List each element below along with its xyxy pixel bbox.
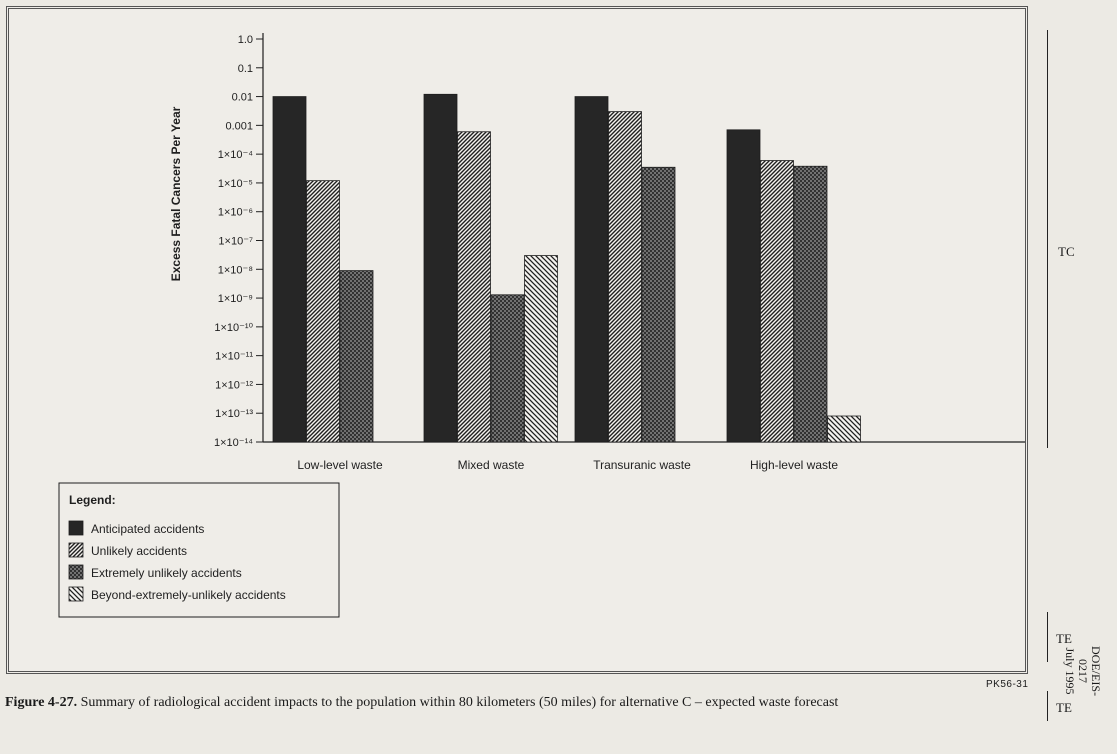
bar	[307, 181, 340, 442]
legend-label: Anticipated accidents	[91, 522, 205, 536]
y-tick-label: 1×10⁻¹⁰	[214, 321, 253, 334]
x-tick-label: High-level waste	[749, 458, 839, 472]
figure-code: PK56-31	[986, 679, 1029, 690]
y-tick-label: 1×10⁻¹³	[215, 408, 253, 421]
bar	[424, 94, 457, 442]
te-mark-lower: TE	[1056, 700, 1072, 715]
bar	[642, 167, 675, 442]
y-tick-label: 1×10⁻⁹	[217, 293, 253, 306]
bar	[828, 416, 861, 442]
x-tick-label: Low-level waste	[297, 458, 383, 472]
figure-caption	[5, 694, 1015, 712]
bar	[727, 130, 760, 442]
document-id	[1063, 646, 1102, 696]
bar	[340, 271, 373, 442]
doc-number: DOE/EIS-0217	[1076, 646, 1103, 696]
y-tick-label: 1×10⁻⁵	[217, 177, 253, 190]
legend-swatch	[69, 543, 83, 557]
y-tick-label: 1×10⁻⁶	[217, 206, 253, 219]
legend-label: Unlikely accidents	[91, 544, 188, 558]
y-tick-label: 1×10⁻⁸	[217, 264, 253, 277]
y-tick-label: 1×10⁻¹⁴	[214, 437, 253, 449]
y-axis-label: Excess Fatal Cancers Per Year	[169, 106, 183, 282]
y-tick-label: 1×10⁻⁷	[218, 235, 253, 248]
legend-label: Beyond-extremely-unlikely accidents	[91, 588, 286, 602]
bar	[273, 97, 306, 442]
tc-bar	[1047, 30, 1048, 448]
chart	[9, 9, 1025, 671]
legend-label: Extremely unlikely accidents	[91, 566, 242, 580]
te-bar-upper	[1047, 612, 1048, 662]
bar	[761, 161, 794, 442]
caption-text: Summary of radiological accident impacts to the population within 80 kilometers (50 miles) for alternative C – expected waste forecast	[80, 695, 839, 710]
bar	[491, 295, 524, 442]
y-tick-label: 1×10⁻¹¹	[215, 350, 253, 363]
legend-swatch	[69, 587, 83, 601]
bar	[794, 166, 827, 442]
y-tick-label: 1×10⁻⁴	[217, 149, 253, 162]
y-tick-label: 0.001	[225, 120, 253, 133]
x-tick-label: Mixed waste	[457, 458, 525, 472]
legend-swatch	[69, 521, 83, 535]
y-tick-label: 1×10⁻¹²	[215, 379, 253, 392]
legend-swatch	[69, 565, 83, 579]
doc-date: July 1995	[1063, 647, 1077, 695]
te-mark-upper: TE	[1056, 631, 1072, 646]
tc-mark: TC	[1058, 244, 1075, 259]
te-bar-lower	[1047, 691, 1048, 721]
y-tick-label: 0.1	[237, 62, 253, 75]
y-tick-label: 1.0	[237, 34, 253, 46]
bar	[609, 112, 642, 442]
x-tick-label: Transuranic waste	[593, 458, 691, 472]
y-tick-label: 0.01	[231, 91, 253, 104]
bar	[458, 132, 491, 442]
bar	[575, 97, 608, 442]
bar	[525, 256, 558, 442]
legend-title: Legend:	[69, 493, 116, 507]
caption-label: Figure 4-27.	[5, 695, 78, 710]
figure-frame	[6, 6, 1028, 674]
